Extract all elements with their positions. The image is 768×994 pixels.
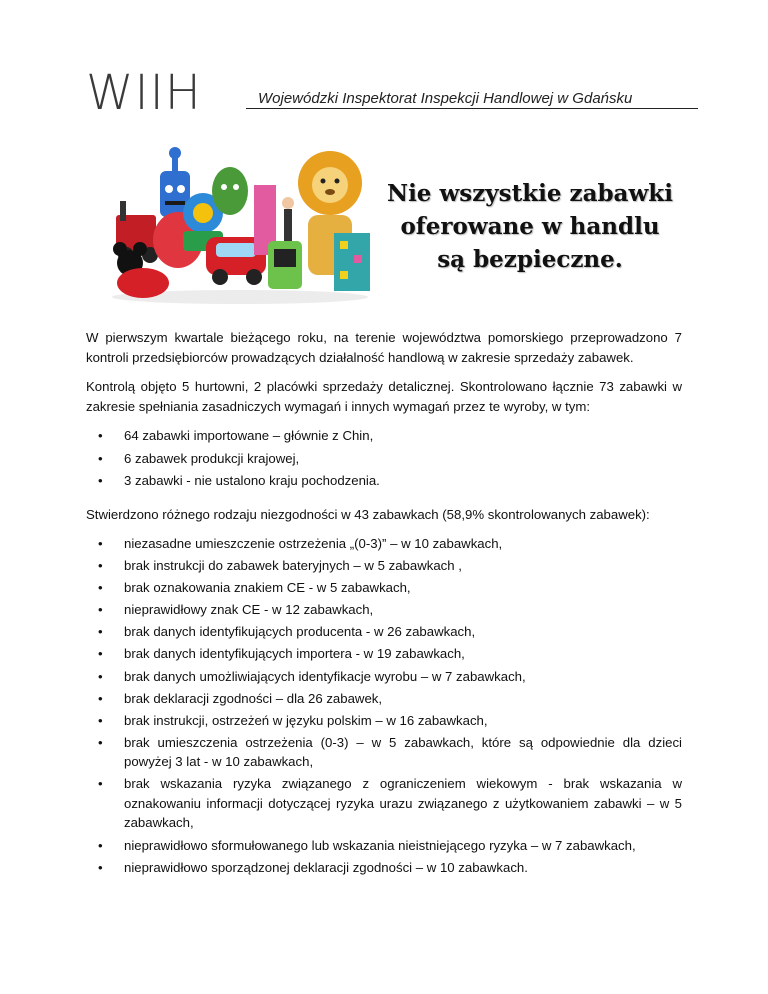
wiih-logo: WIIH <box>86 65 202 121</box>
list-item: • brak wskazania ryzyka związanego z ograniczeniem wiekowym - brak wskazania w oznakowaniu informacji dotyczącej ryzyka urazu związanego z użytkowaniem zabawki – w 5 zabawkach, <box>124 774 682 833</box>
list-item: • 64 zabawki importowane – głównie z Chin, <box>124 426 682 446</box>
list-item: • nieprawidłowy znak CE - w 12 zabawkach, <box>124 600 682 620</box>
list-item: • brak instrukcji, ostrzeżeń w języku polskim – w 16 zabawkach, <box>124 711 682 731</box>
list-item: • brak instrukcji do zabawek bateryjnych – w 5 zabawkach , <box>124 556 682 576</box>
headline-line-3: są bezpieczne. <box>437 246 623 273</box>
list-item: • nieprawidłowo sporządzonej deklaracji zgodności – w 10 zabawkach. <box>124 858 682 878</box>
page-header <box>86 65 698 121</box>
green-plush-toy <box>212 167 248 215</box>
handheld-console-toy <box>268 241 302 289</box>
list-item: • brak deklaracji zgodności – dla 26 zabawek, <box>124 689 682 709</box>
toy-origin-list <box>86 426 682 491</box>
headline <box>380 177 680 276</box>
nonconformity-list <box>86 534 682 877</box>
list-item: • brak danych identyfikujących producenta - w 26 zabawkach, <box>124 622 682 642</box>
inspectorate-name: Wojewódzki Inspektorat Inspekcji Handlowej w Gdańsku <box>246 90 698 109</box>
paragraph-scope: Kontrolą objęto 5 hurtowni, 2 placówki sprzedaży detalicznej. Skontrolowano łącznie 73 zabawki w zakresie spełniania zasadniczych wymagań i innych wymagań przez te wyroby, w tym: <box>86 379 682 414</box>
article-body <box>86 328 682 891</box>
list-item: • 6 zabawek produkcji krajowej, <box>124 449 682 469</box>
list-item: • 3 zabawki - nie ustalono kraju pochodzenia. <box>124 471 682 491</box>
list-item: • brak danych identyfikujących importera - w 19 zabawkach, <box>124 644 682 664</box>
paragraph-findings: Stwierdzono różnego rodzaju niezgodności w 43 zabawkach (58,9% skontrolowanych zabawek): <box>86 506 650 522</box>
list-item: • brak oznakowania znakiem CE - w 5 zabawkach, <box>124 578 682 598</box>
headline-line-2: oferowane w handlu <box>400 213 660 240</box>
list-item: • brak umieszczenia ostrzeżenia (0-3) – w 5 zabawkach, które są odpowiednie dla dzieci powyżej 3 lat - w 10 zabawkach, <box>124 733 682 772</box>
list-item: • brak danych umożliwiających identyfikacje wyrobu – w 7 zabawkach, <box>124 667 682 687</box>
paragraph-inspections: W pierwszym kwartale bieżącego roku, na terenie województwa pomorskiego przeprowadzono 7 kontroli przedsiębiorców prowadzących działalność handlową w zakresie sprzedaży zabawek. <box>86 330 682 365</box>
headline-line-1: Nie wszystkie zabawki <box>387 180 673 207</box>
list-item: • niezasadne umieszczenie ostrzeżenia „(0-3)” – w 10 zabawkach, <box>124 534 682 554</box>
pattern-box-toy <box>334 233 370 291</box>
toys-photo <box>108 145 370 305</box>
list-item: • nieprawidłowo sformułowanego lub wskazania nieistniejącego ryzyka – w 7 zabawkach, <box>124 836 682 856</box>
